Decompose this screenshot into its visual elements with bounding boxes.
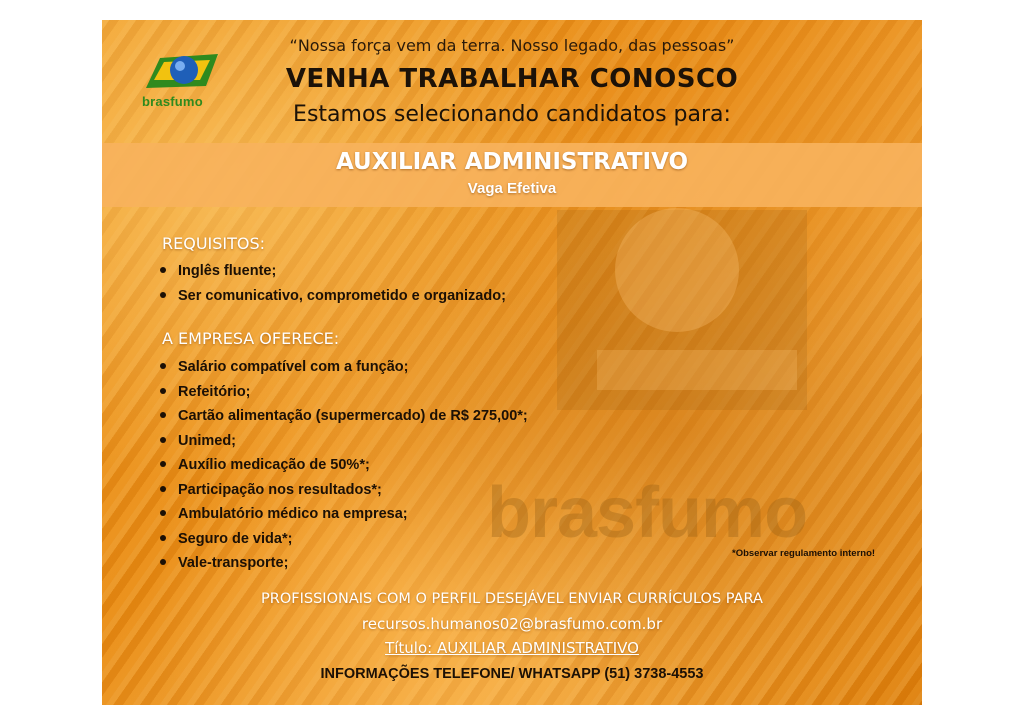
email-subject: Título: AUXILIAR ADMINISTRATIVO bbox=[385, 639, 639, 657]
job-type: Vaga Efetiva bbox=[467, 180, 557, 197]
benefit-item: Cartão alimentação (supermercado) de R$ 275,00*; bbox=[160, 404, 528, 429]
job-title: AUXILIAR ADMINISTRATIVO bbox=[335, 149, 689, 175]
benefits-list bbox=[160, 355, 528, 576]
contact-email[interactable]: recursos.humanos02@brasfumo.com.br bbox=[361, 615, 663, 633]
contact-phone: INFORMAÇÕES TELEFONE/ WHATSAPP (51) 3738-4553 bbox=[320, 666, 704, 682]
requirement-item: Ser comunicativo, comprometido e organizado; bbox=[160, 284, 506, 309]
benefit-item: Salário compatível com a função; bbox=[160, 355, 528, 380]
benefit-item: Vale-transporte; bbox=[160, 551, 528, 576]
benefit-item: Unimed; bbox=[160, 429, 528, 454]
logo-text: brasfumo bbox=[142, 94, 203, 109]
watermark-logo-icon bbox=[557, 200, 807, 430]
regulation-note: *Observar regulamento interno! bbox=[732, 548, 876, 559]
benefit-item: Auxílio medicação de 50%*; bbox=[160, 453, 528, 478]
job-title-band bbox=[102, 143, 922, 207]
slogan-quote: “Nossa força vem da terra. Nosso legado, das pessoas” bbox=[289, 36, 735, 55]
benefits-title: A EMPRESA OFERECE: bbox=[162, 329, 340, 348]
benefit-item: Refeitório; bbox=[160, 380, 528, 405]
job-poster bbox=[102, 20, 922, 705]
subheadline: Estamos selecionando candidatos para: bbox=[293, 102, 731, 127]
benefit-item: Participação nos resultados*; bbox=[160, 478, 528, 503]
benefit-item: Seguro de vida*; bbox=[160, 527, 528, 552]
application-cta: PROFISSIONAIS COM O PERFIL DESEJÁVEL ENVIAR CURRÍCULOS PARA bbox=[261, 591, 763, 607]
requirement-item: Inglês fluente; bbox=[160, 259, 506, 284]
requirements-list bbox=[160, 259, 506, 308]
headline: VENHA TRABALHAR CONOSCO bbox=[285, 64, 739, 94]
requirements-title: REQUISITOS: bbox=[162, 234, 266, 253]
benefit-item: Ambulatório médico na empresa; bbox=[160, 502, 528, 527]
watermark-text: brasfumo bbox=[487, 473, 808, 553]
